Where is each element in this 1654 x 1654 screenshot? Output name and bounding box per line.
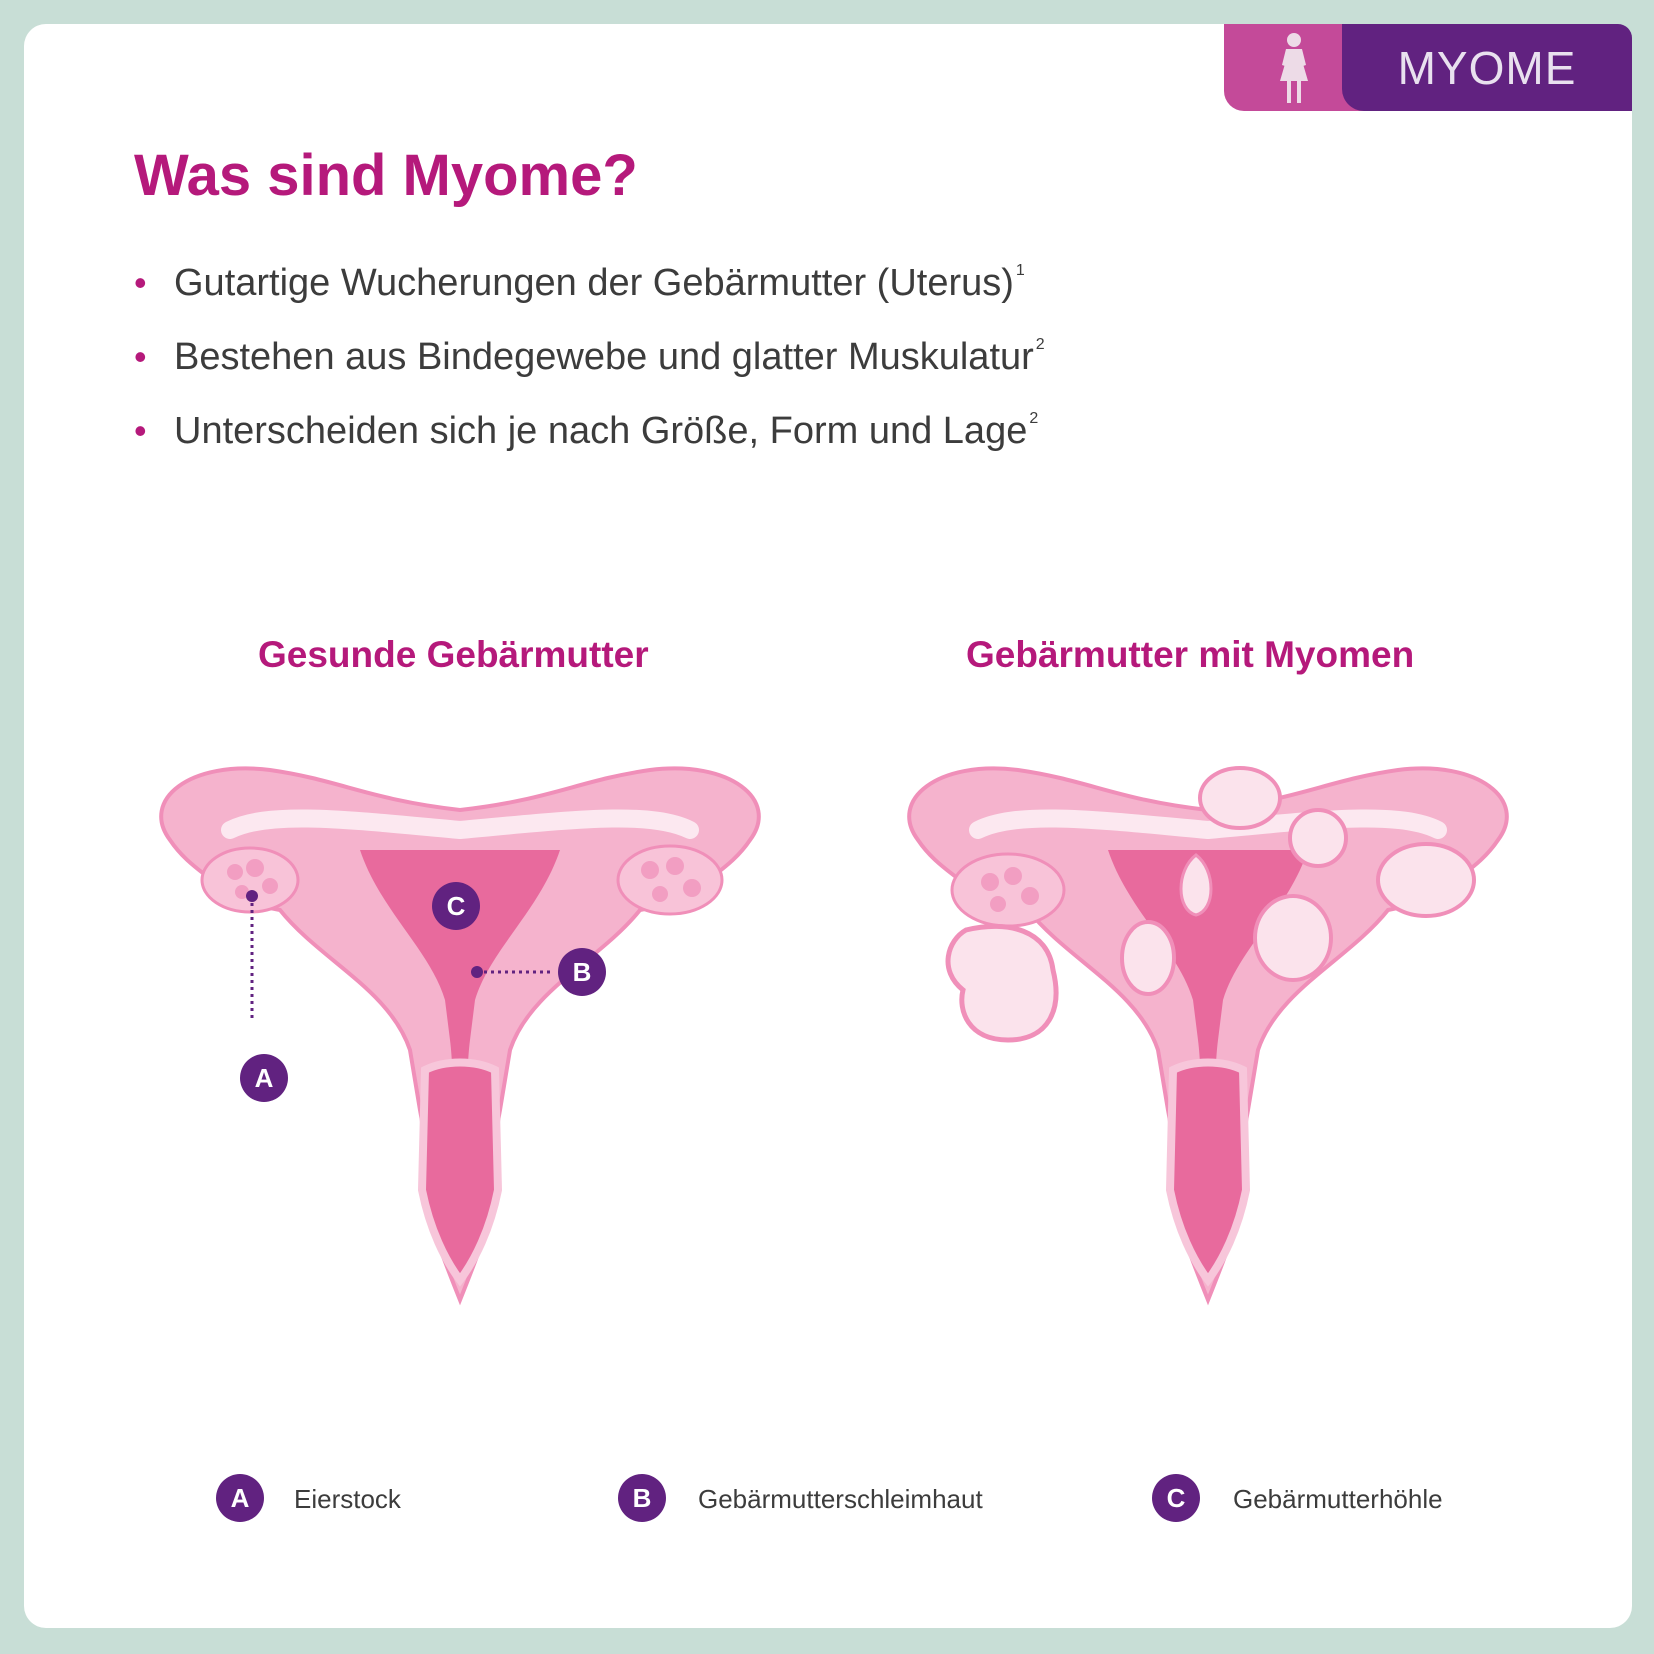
- legend-marker-a: A: [216, 1474, 264, 1522]
- fibroid-intramural-right-lower: [1255, 896, 1331, 980]
- bullet-dot: •: [134, 262, 147, 303]
- legend-marker-b: B: [618, 1474, 666, 1522]
- healthy-uterus-title: Gesunde Gebärmutter: [258, 634, 649, 675]
- bullet-item: [134, 262, 1045, 336]
- ovary-right: [618, 846, 722, 914]
- fibroid-intramural-right-upper: [1290, 810, 1346, 866]
- healthy-uterus-illustration: [130, 740, 790, 1320]
- fibroid-subserous-top: [1200, 768, 1280, 828]
- footnote-ref: 1: [1015, 262, 1025, 279]
- leader-b-dot: [471, 966, 483, 978]
- category-tag: [1224, 24, 1632, 111]
- bullet-dot: •: [134, 336, 147, 377]
- tag-label-box: [1342, 24, 1632, 111]
- fibroid-left-large: [948, 926, 1056, 1040]
- woman-silhouette-icon: [1272, 31, 1316, 105]
- leader-a-dot: [246, 890, 258, 902]
- fibroid-right-ovary-region: [1378, 844, 1474, 916]
- tag-label: MYOME: [1397, 41, 1577, 94]
- bullet-text: Bestehen aus Bindegewebe und glatter Muskulatur: [174, 336, 1034, 378]
- bullet-item: [134, 336, 1045, 410]
- bullet-text: Gutartige Wucherungen der Gebärmutter (Uterus): [174, 262, 1014, 304]
- legend-label-a: Eierstock: [294, 1484, 401, 1514]
- legend-label-c: Gebärmutterhöhle: [1233, 1484, 1443, 1514]
- bullet-list: [134, 262, 1045, 484]
- marker-a: A: [240, 1054, 288, 1102]
- marker-c: C: [432, 882, 480, 930]
- myoma-uterus-title: Gebärmutter mit Myomen: [966, 634, 1415, 675]
- footnote-ref: 2: [1035, 336, 1045, 353]
- page-title: Was sind Myome?: [134, 143, 638, 208]
- fibroid-intramural-left: [1122, 922, 1174, 994]
- bullet-dot: •: [134, 410, 147, 451]
- legend-marker-c: C: [1152, 1474, 1200, 1522]
- marker-b: B: [558, 948, 606, 996]
- cervical-canal: [422, 1063, 498, 1281]
- bullet-text: Unterscheiden sich je nach Größe, Form und Lage: [174, 410, 1028, 452]
- myoma-uterus-illustration: [878, 740, 1538, 1320]
- ovary-left: [202, 848, 298, 912]
- legend-label-b: Gebärmutterschleimhaut: [698, 1484, 983, 1514]
- bullet-item: [134, 410, 1045, 484]
- cervical-canal: [1170, 1063, 1246, 1281]
- footnote-ref: 2: [1029, 410, 1039, 427]
- ovary-left: [952, 854, 1064, 926]
